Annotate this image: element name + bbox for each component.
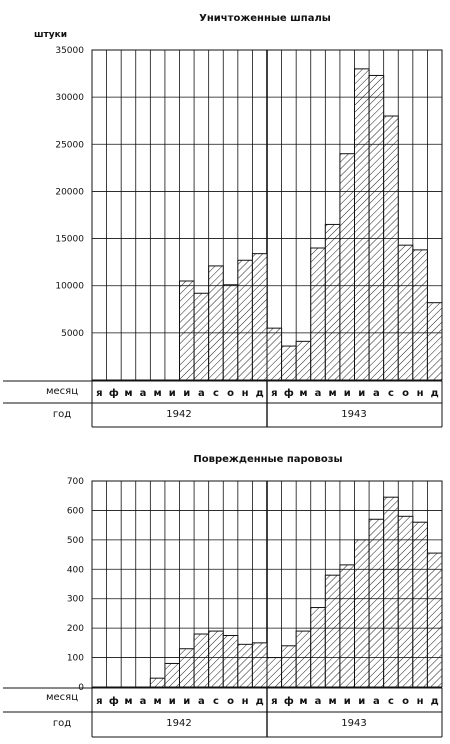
- bar: [252, 254, 267, 380]
- month-label: а: [314, 696, 322, 707]
- bar: [252, 643, 267, 687]
- chart1-year-1943: 1943: [341, 409, 367, 420]
- bar: [267, 328, 282, 380]
- month-label: с: [387, 696, 394, 707]
- month-label: с: [387, 388, 394, 399]
- chart2-title: Поврежденные паровозы: [193, 454, 343, 465]
- month-label: и: [183, 696, 191, 707]
- month-label: н: [416, 388, 424, 399]
- bar: [209, 631, 224, 687]
- month-label: я: [96, 388, 103, 399]
- y-tick-label: 15000: [55, 234, 84, 245]
- month-label: и: [343, 388, 351, 399]
- y-tick-label: 300: [66, 594, 84, 605]
- bar: [296, 631, 311, 687]
- bar: [296, 341, 311, 380]
- bar: [223, 636, 238, 688]
- bar: [223, 285, 238, 380]
- chart2-month-row-label: месяц: [45, 692, 79, 703]
- month-label: и: [358, 388, 366, 399]
- bar: [340, 565, 355, 687]
- bar: [311, 608, 326, 687]
- y-tick-label: 100: [66, 653, 84, 664]
- chart2-year-1943: 1943: [341, 718, 367, 729]
- month-label: а: [139, 388, 147, 399]
- month-label: м: [153, 388, 162, 399]
- month-label: м: [299, 696, 308, 707]
- month-label: я: [271, 696, 278, 707]
- month-label: ф: [108, 696, 119, 707]
- y-tick-label: 400: [66, 565, 84, 576]
- month-label: с: [212, 388, 219, 399]
- month-label: о: [227, 388, 234, 399]
- month-label: м: [328, 388, 337, 399]
- y-tick-label: 25000: [55, 140, 84, 151]
- month-label: а: [373, 388, 380, 399]
- bar: [325, 224, 340, 380]
- y-tick-label: 700: [66, 477, 84, 487]
- month-label: о: [402, 388, 409, 399]
- y-tick-label: 0: [78, 683, 84, 693]
- bar: [194, 634, 209, 687]
- y-tick-label: 30000: [55, 93, 84, 104]
- month-label: н: [241, 696, 249, 707]
- bar: [282, 646, 297, 687]
- month-label: м: [124, 696, 133, 707]
- month-label: м: [124, 388, 133, 399]
- month-label: я: [96, 696, 103, 707]
- bar: [325, 575, 340, 687]
- bar: [413, 250, 428, 380]
- month-label: а: [198, 696, 205, 707]
- bar: [282, 346, 297, 380]
- y-tick-label: 500: [66, 535, 84, 546]
- bar: [355, 540, 370, 687]
- chart1-year-row-label: год: [52, 409, 72, 420]
- month-label: ф: [108, 388, 119, 399]
- month-label: а: [314, 388, 322, 399]
- month-label: и: [168, 696, 176, 707]
- month-label: и: [168, 388, 176, 399]
- month-label: м: [299, 388, 308, 399]
- bar: [398, 516, 413, 687]
- bar: [238, 260, 253, 380]
- month-label: н: [241, 388, 249, 399]
- bar: [165, 663, 180, 687]
- month-label: а: [198, 388, 205, 399]
- bar: [355, 69, 370, 380]
- chart1-year-1942: 1942: [166, 409, 192, 420]
- month-label: а: [139, 696, 147, 707]
- bar: [369, 75, 384, 380]
- month-label: и: [183, 388, 191, 399]
- y-tick-label: 10000: [55, 281, 84, 292]
- y-tick-label: 5000: [61, 328, 84, 339]
- month-label: ф: [283, 696, 294, 707]
- month-label: д: [430, 696, 439, 707]
- chart1-title: Уничтоженные шпалы: [199, 13, 331, 24]
- y-tick-label: 600: [66, 506, 84, 517]
- bar: [413, 522, 428, 687]
- chart1-month-row-label: месяц: [45, 386, 79, 397]
- bar: [209, 266, 224, 380]
- bar: [150, 678, 165, 687]
- bar: [180, 649, 195, 687]
- month-label: и: [343, 696, 351, 707]
- bar: [180, 281, 195, 380]
- bar: [398, 245, 413, 380]
- bar: [311, 248, 326, 380]
- chart2-year-1942: 1942: [166, 718, 192, 729]
- month-label: н: [416, 696, 424, 707]
- month-label: о: [402, 696, 409, 707]
- month-label: м: [328, 696, 337, 707]
- month-label: я: [271, 388, 278, 399]
- bar: [340, 154, 355, 380]
- month-label: д: [255, 696, 264, 707]
- y-tick-label: 20000: [55, 187, 84, 198]
- bar: [427, 553, 442, 687]
- bar: [267, 658, 282, 687]
- chart2-year-row-label: год: [52, 718, 72, 729]
- bar: [238, 644, 253, 687]
- bar: [384, 116, 399, 380]
- chart1-y-unit: штуки: [34, 30, 68, 40]
- month-label: и: [358, 696, 366, 707]
- month-label: а: [373, 696, 380, 707]
- bar: [384, 497, 399, 687]
- bar: [194, 293, 209, 380]
- month-label: д: [430, 388, 439, 399]
- month-label: д: [255, 388, 264, 399]
- bar: [427, 303, 442, 380]
- month-label: ф: [283, 388, 294, 399]
- month-label: с: [212, 696, 219, 707]
- month-label: о: [227, 696, 234, 707]
- bar: [369, 519, 384, 687]
- y-tick-label: 35000: [55, 46, 84, 56]
- y-tick-label: 200: [66, 624, 84, 635]
- month-label: м: [153, 696, 162, 707]
